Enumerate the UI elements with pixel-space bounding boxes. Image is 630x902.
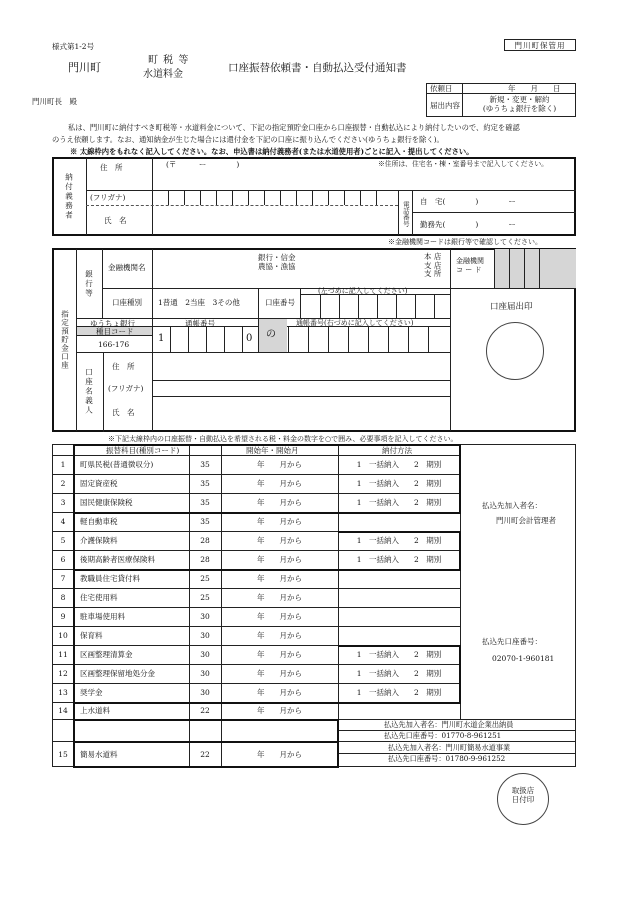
- table-row[interactable]: [52, 664, 460, 683]
- row-method[interactable]: [338, 626, 460, 645]
- header-method: 納付方法: [382, 445, 412, 455]
- intro-line-2: のうえ依頼します。なお、通知納金が生じた場合には還付金を下記の口座に振り込んでください(ゆうちょ銀行を除く)。: [52, 135, 444, 144]
- request-content-note: (ゆうちょ銀行を除く): [482, 104, 557, 113]
- table-row[interactable]: [52, 702, 338, 719]
- account-number-label: 口座番号: [265, 297, 295, 307]
- row-number: 6: [60, 555, 66, 564]
- payer-postal-field[interactable]: (〒 ー ): [166, 159, 240, 169]
- row-method[interactable]: [338, 588, 460, 607]
- passbook-first-digit: 1: [158, 333, 165, 344]
- yucho-label: ゆうちょ銀行: [90, 318, 135, 328]
- table-row[interactable]: [52, 493, 460, 512]
- water1-payee-account: 払込先口座番号：01770-8-961251: [384, 730, 502, 740]
- payee2-label: 払込先口座番号：: [482, 636, 542, 646]
- row-method[interactable]: 1 一括納入 2 期別: [356, 669, 442, 678]
- subject-code-value: 166-176: [98, 339, 130, 349]
- table-row[interactable]: [52, 512, 460, 531]
- tax-label: 町 税 等: [148, 55, 190, 66]
- holder-name-field[interactable]: [153, 397, 449, 431]
- row-item: 上水道料: [80, 706, 110, 715]
- row-method[interactable]: 1 一括納入 2 期別: [356, 650, 442, 659]
- bank-code-label-1: 金融機関: [456, 257, 484, 265]
- table-row[interactable]: [52, 569, 460, 588]
- payer-address-field[interactable]: [153, 170, 575, 189]
- row-start[interactable]: 年 月から: [257, 517, 302, 526]
- table-row[interactable]: [52, 531, 460, 550]
- row-item: 軽自動車税: [80, 517, 118, 526]
- payee2-value: 02070-1-960181: [492, 653, 555, 663]
- holder-furigana-field[interactable]: [153, 381, 449, 395]
- row-start[interactable]: 年 月から: [257, 593, 302, 602]
- bank-name-field[interactable]: [153, 250, 303, 287]
- row-number: 4: [60, 517, 66, 526]
- row-code: 28: [200, 536, 210, 545]
- table-row[interactable]: [52, 455, 460, 474]
- row-start[interactable]: 年 月から: [257, 688, 302, 697]
- row-method[interactable]: 1 一括納入 2 期別: [356, 688, 442, 697]
- row-code: 30: [200, 631, 210, 640]
- row-number: 5: [60, 536, 66, 545]
- row-code: 30: [200, 612, 210, 621]
- institution-label: 金融機関名: [108, 262, 146, 272]
- no-separator: の: [266, 329, 276, 340]
- row-start[interactable]: 年 月から: [257, 479, 302, 488]
- water2-payee-account: 払込先口座番号：01780-9-961252: [388, 753, 506, 763]
- row-start[interactable]: 年 月から: [257, 669, 302, 678]
- row-number: 9: [60, 612, 66, 621]
- row-number: 15: [58, 749, 68, 759]
- row-item: 固定資産税: [80, 479, 118, 488]
- passbook-number-field[interactable]: [289, 328, 449, 351]
- row-item: 簡易水道料: [80, 749, 118, 759]
- row-item: 保育料: [80, 631, 103, 640]
- table-row[interactable]: [52, 550, 460, 569]
- table-row[interactable]: [52, 645, 460, 664]
- row-method[interactable]: 1 一括納入 2 期別: [356, 460, 442, 469]
- payer-address-label: 住 所: [100, 162, 123, 172]
- row-number: 10: [58, 631, 68, 640]
- row-method[interactable]: [338, 512, 460, 531]
- water2-payee-name: 払込先加入者名：門川町簡易水道事業: [388, 742, 511, 752]
- row-number: 1: [60, 460, 66, 469]
- table-note: ※下記太線枠内の口座振替・自動払込を希望される税・料金の数字を○で囲み、必要事項を記入してください。: [108, 435, 458, 443]
- form-number: 様式第1-2号: [52, 42, 95, 51]
- seal-label: 口座届出印: [490, 301, 533, 312]
- date-stamp-line-2: 日付印: [511, 795, 535, 804]
- row-start[interactable]: 年 月から: [257, 749, 302, 759]
- row-item: 区画整理保留地処分金: [80, 669, 155, 678]
- row-code: 30: [200, 650, 210, 659]
- row-number: 14: [58, 706, 68, 715]
- payer-address-note: ※住所は、住宅名・棟・室番号まで記入してください。: [378, 159, 548, 168]
- intro-note: ※ 太線枠内をもれなく記入してください。なお、申込書は納付義務者(または水道使用者)ごとに記入・提出してください。: [70, 147, 474, 156]
- table-row[interactable]: [52, 588, 460, 607]
- row-number: 2: [60, 479, 66, 488]
- row-start[interactable]: 年 月から: [257, 498, 302, 507]
- holder-name-label: 氏 名: [112, 407, 135, 417]
- row-number: 13: [58, 688, 68, 697]
- row-method[interactable]: 1 一括納入 2 期別: [356, 479, 442, 488]
- row-start[interactable]: 年 月から: [257, 650, 302, 659]
- passbook-last-digit: 0: [246, 333, 253, 344]
- row-code: 30: [200, 688, 210, 697]
- row-code: 22: [200, 749, 210, 759]
- row-start[interactable]: 年 月から: [257, 460, 302, 469]
- office-use-label: 門川町保管用: [504, 39, 576, 51]
- row-number: 3: [60, 498, 66, 507]
- header-item: 振替科目(種別コード): [106, 445, 180, 455]
- row-method[interactable]: 1 一括納入 2 期別: [356, 555, 442, 564]
- bank-code-label-2: コ ー ド: [456, 266, 482, 275]
- passbook-code-field[interactable]: [171, 328, 241, 351]
- row-code: 35: [200, 479, 210, 488]
- water-fee-label: 水道料金: [143, 69, 183, 80]
- bank-code-label: [456, 257, 484, 275]
- row-code: 35: [200, 498, 210, 507]
- table-row[interactable]: [52, 683, 460, 702]
- row-item: 区画整理清算金: [80, 650, 133, 659]
- row-number: 11: [58, 650, 68, 659]
- town-name: 門川町: [68, 61, 101, 74]
- branch-types-3: 支 所: [424, 269, 442, 279]
- request-content-label: 届出内容: [430, 100, 460, 110]
- row-item: 介護保険料: [80, 536, 118, 545]
- row-method[interactable]: [338, 607, 460, 626]
- row-code: 25: [200, 574, 210, 583]
- row-number: 12: [58, 669, 68, 678]
- row-code: 35: [200, 460, 210, 469]
- payee1-label: 払込先加入者名：: [482, 500, 542, 510]
- bank-types-2: 農協・漁協: [258, 262, 296, 271]
- row-number: 7: [60, 574, 66, 583]
- row-start[interactable]: 年 月から: [257, 612, 302, 621]
- bank-code-note: ※金融機関コードは銀行等で確認してください。: [388, 238, 542, 246]
- subject-code-label: 種目コード: [96, 326, 134, 336]
- payer-section-label: 納付義務者: [64, 173, 74, 221]
- header-start: 開始年・開始月: [246, 445, 299, 455]
- bank-code-field[interactable]: [495, 250, 575, 287]
- account-number-field[interactable]: [301, 295, 450, 318]
- intro-line-1: 私は、門川町に納付すべき町税等・水道料金について、下記の指定預貯金口座から口座振替・自動払込により納付したいので、約定を確認: [68, 123, 520, 132]
- row-code: 22: [200, 706, 210, 715]
- table-row[interactable]: [52, 607, 460, 626]
- table-row[interactable]: [52, 474, 460, 493]
- row-method[interactable]: [338, 569, 460, 588]
- seal-circle[interactable]: [486, 322, 544, 380]
- row-start[interactable]: 年 月から: [257, 536, 302, 545]
- request-content-options: 新規・変更・解約: [489, 95, 550, 104]
- table-row-14-extension: [52, 719, 338, 741]
- branch-name-field[interactable]: [306, 250, 424, 287]
- request-content-field[interactable]: [463, 95, 576, 113]
- row-code: 30: [200, 669, 210, 678]
- holder-label: 口座名義人: [84, 368, 94, 416]
- row-item: 奨学金: [80, 688, 103, 697]
- row-item: 町県民税(普通徴収分): [80, 460, 154, 469]
- row-item: 後期高齢者医療保険料: [80, 555, 155, 564]
- passbook-label: 通帳番号: [185, 318, 215, 328]
- payer-name-label: 氏 名: [104, 215, 127, 225]
- row-start[interactable]: 年 月から: [257, 555, 302, 564]
- row-number: 8: [60, 593, 66, 602]
- payer-furigana-label: (フリガナ): [90, 193, 126, 202]
- branch-types-1: 本 店: [424, 252, 442, 261]
- date-stamp-label: [497, 786, 549, 804]
- water1-payee-name: 払込先加入者名：門川町水道企業出納員: [384, 719, 514, 729]
- holder-address-label: 住 所: [112, 361, 135, 371]
- row-start[interactable]: 年 月から: [257, 706, 302, 715]
- payer-home-phone-field[interactable]: 自 宅( ) ー: [420, 196, 516, 206]
- request-date-field[interactable]: 年 月 日: [508, 84, 561, 93]
- date-stamp-line-1: 取扱店: [511, 786, 535, 795]
- payer-phone-label: 電話番号: [401, 201, 410, 227]
- row-method[interactable]: 1 一括納入 2 期別: [356, 536, 442, 545]
- row-method[interactable]: 1 一括納入 2 期別: [356, 498, 442, 507]
- row-code: 35: [200, 517, 210, 526]
- row-code: 25: [200, 593, 210, 602]
- account-type-options[interactable]: 1普通 2当座 3その他: [158, 297, 240, 307]
- account-section-label: 指定預貯金口座: [60, 310, 70, 370]
- table-row[interactable]: [52, 741, 338, 767]
- holder-furigana-label: (フリガナ): [108, 383, 144, 393]
- table-row[interactable]: [52, 626, 460, 645]
- mayor-address: 門川町長 殿: [32, 97, 77, 106]
- row-item: 教職員住宅貸付料: [80, 574, 140, 583]
- passbook-number-note: 通帳番号(右づめに記入してください): [296, 318, 414, 327]
- payer-name-field[interactable]: [153, 206, 397, 235]
- row-item: 国民健康保険税: [80, 498, 133, 507]
- row-item: 駐車場使用料: [80, 612, 125, 621]
- row-start[interactable]: 年 月から: [257, 631, 302, 640]
- holder-address-field[interactable]: [153, 353, 449, 379]
- payee1-value: 門川町会計管理者: [496, 515, 556, 525]
- bank-group-label: 銀行等: [84, 269, 94, 299]
- bank-types-1: 銀行・信金: [258, 253, 296, 262]
- branch-types-2: 支 店: [424, 260, 442, 270]
- row-code: 28: [200, 555, 210, 564]
- row-start[interactable]: 年 月から: [257, 574, 302, 583]
- payer-work-phone-field[interactable]: 勤務先( ) ー: [420, 219, 516, 229]
- account-type-label: 口座種別: [112, 297, 142, 307]
- branch-types: [424, 253, 441, 279]
- request-date-label: 依頼日: [430, 84, 453, 93]
- page-title: 口座振替依頼書・自動払込受付通知書: [228, 62, 407, 74]
- row-item: 住宅使用料: [80, 593, 118, 602]
- account-number-note: (左づめに記入してください): [318, 286, 408, 295]
